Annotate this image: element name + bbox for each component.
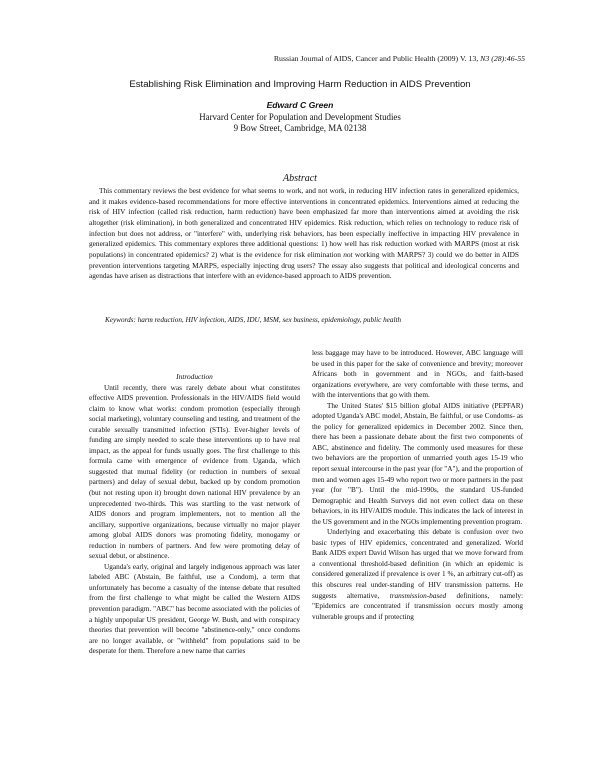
right-paragraph-1: less baggage may have to be introduced. However, ABC language will be used in this paper for the sake of convenience and brevity; moreover Africans both in government and in NGOs, and faith-based organizations everywhere, are very comfortable with these terms, and with the interventions that go with them. (312, 349, 523, 400)
journal-issue: N3 (28):46-55 (480, 54, 525, 63)
affiliation (0, 112, 600, 134)
right-p3-part-2: definitions, namely: "Epidemics are concentrated if transmission occurs mostly among vulnerable groups and if protecting (312, 591, 523, 621)
right-p3-part-1: Underlying and exacerbating this debate is confusion over two basic types of HIV epidemics, concentrated and generalized. World Bank AIDS expert David Wilson has urged that we move forward from a conventional threshold-based definition (in which an epidemic is considered generalized if prevalence is over 1 %, an arbitrary cut-off) as this obscures real under-standing of HIV transmission patterns. He suggests alternative, (312, 528, 523, 600)
right-paragraph-2: The United States' $15 billion global AIDS initiative (PEPFAR) adopted Uganda's ABC model, Abstain, Be faithful, or use Condoms- as the policy for generalized epidemics in December 2002. Since then, there has been a passionate debate about the first two components of ABC, abstinence and fidelity. The commonly used measures for these two behaviors are the proportion of unmarried youth ages 15-19 who report sexual intercourse in the past year (for "A"), and the proportion of men and women ages 15-49 who report two or more partners in the past year (for "B"). Until the mid-1990s, the standard US-funded Demographic and Health Surveys did not even collect data on these behaviors, in its HIV/AIDS module. This indicates the lack of interest in the US government and in the NGOs implementing prevention program. (312, 401, 523, 526)
abstract-part-1: This commentary reviews the best evidence for what seems to work, and not work, in reducing HIV infection rates in generalized epidemics, and it makes evidence-based recommendations for more effective interventions in concentrated epidemics. Interventions aimed at reducing the risk of HIV infection (called risk reduction, harm reduction) have been emphasized far more than interventions aimed at avoiding the risk altogether (risk elimination), in both generalized and concentrated HIV epidemics. Risk reduction, which relies on technology to reduce risk of infection but does not address, or "interfere" with, underlying risk behaviors, has been especially ineffective in impacting HIV prevalence in generalized epidemics. This commentary explores three additional questions: 1) how well has risk reduction worked with MARPS (most at risk populations) in concentrated epidemics? 2) what is the evidence for risk elimination (89, 186, 519, 259)
journal-name: Russian Journal of AIDS, Cancer and Public Health (2009) V. 13, (273, 54, 481, 63)
journal-citation (274, 54, 525, 63)
left-column (89, 372, 300, 657)
abstract-part-2: working with MARPS? 3) could we do better in AIDS prevention interventions targeting MARPS, especially injecting drug users? The essay also suggests that political and ideological concerns and agendas have arisen as distractions that interfere with an evidence-based approach to AIDS prevention. (89, 249, 519, 281)
left-paragraph-1: Until recently, there was rarely debate about what constitutes effective AIDS prevention. Professionals in the HIV/AIDS field would claim to know what works: condom promotion (especially through social marketing), voluntary counseling and testing, and treatment of the curable sexually transmitted infection (STIs). Ever-higher levels of funding are simply needed to scale these interventions up to have real impact, as the appeal for funds usually goes. The first challenge to this formula came with emergence of evidence from Uganda, which suggested that mutual fidelity (or reduction in numbers of sexual partners) and delay of sexual debut, backed up by condom promotion (but not resting upon it) brought down national HIV prevalence by an unprecedented two-thirds. This was startling to the vast network of AIDS donors and program implementers, not to mention all the ancillary, supportive organizations, because virtually no major player among global AIDS donors was promoting fidelity, monogamy or reduction in numbers of partners. And few were promoting delay of sexual debut, or abstinence. (89, 383, 300, 561)
abstract-heading: Abstract (283, 173, 317, 184)
right-paragraph-3 (312, 527, 523, 622)
author-name: Edward C Green (266, 100, 334, 110)
introduction-heading: Introduction (176, 372, 213, 381)
affiliation-line-2: 9 Bow Street, Cambridge, MA 02138 (233, 123, 367, 133)
paper-title: Establishing Risk Elimination and Improving Harm Reduction in AIDS Prevention (129, 79, 471, 90)
keywords: Keywords: harm reduction, HIV infection, AIDS, IDU, MSM, sex business, epidemiology, public health (105, 316, 402, 324)
abstract-text (89, 186, 519, 282)
abstract-italic-not: not (343, 249, 353, 259)
affiliation-line-1: Harvard Center for Population and Development Studies (199, 112, 401, 122)
right-p3-italic: transmission-based (389, 591, 447, 600)
left-paragraph-2: Uganda's early, original and largely indigenous approach was later labeled ABC (Abstain, Be faithful, use a Condom), a term that unfortunately has become a casualty of the intense debate that resulted from the first challenge to what might be called the Western AIDS prevention paradigm. "ABC" has become associated with the policies of a highly unpopular US president, George W. Bush, and with conspiracy theories that prevention will become "abstinence-only," once condoms are no longer available, or "withheld" from populations said to be desperate for them. Therefore a new name that carries (89, 562, 300, 656)
right-column (312, 348, 523, 622)
